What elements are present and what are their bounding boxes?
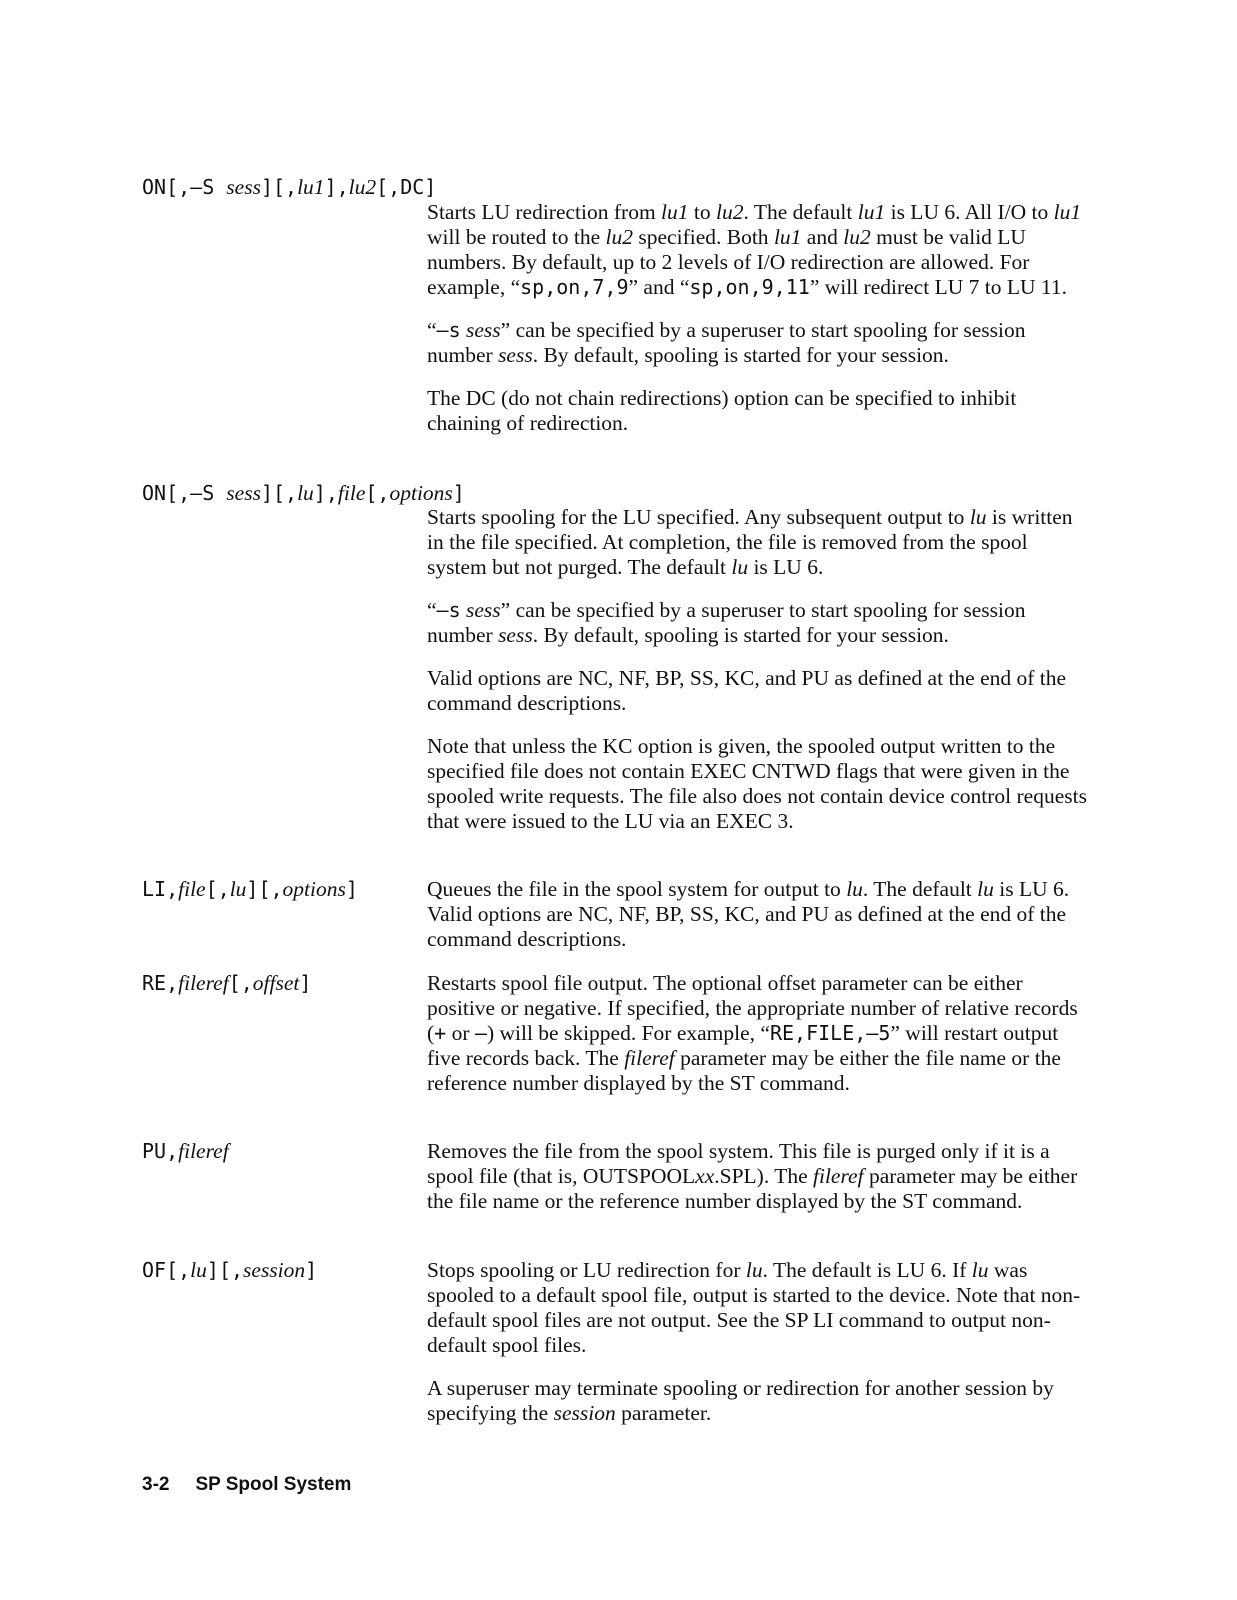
description-paragraph: Starts spooling for the LU specified. Any subsequent output to lu is written in the file specified. At completion, the file is removed from the spool system but not purged. The default lu is LU 6.	[427, 505, 1073, 579]
description-paragraph: Stops spooling or LU redirection for lu. The default is LU 6. If lu was spooled to a default spool file, output is started to the device. Note that non-default spool files are not output. See the SP LI command to output non-default spool files.	[427, 1258, 1081, 1357]
code-term: RE,FILE,–5	[769, 1021, 891, 1045]
code-term: sp,on,7,9	[520, 275, 629, 299]
italic-term: options	[389, 481, 453, 505]
italic-term: lu2	[348, 175, 377, 199]
italic-term: lu	[969, 505, 987, 529]
italic-term: lu	[190, 1258, 207, 1282]
code-term: –s	[436, 598, 461, 622]
command-description-li	[427, 877, 1087, 970]
section-title: SP Spool System	[195, 1474, 352, 1495]
code-term: –	[474, 1021, 487, 1045]
italic-term: lu	[846, 877, 863, 901]
code-term: sp,on,9,11	[689, 275, 810, 299]
italic-term: fileref	[624, 1046, 675, 1070]
italic-term: lu	[229, 877, 247, 901]
command-description-re	[427, 971, 1087, 1114]
italic-term: offset	[252, 971, 300, 995]
italic-term: lu	[297, 481, 314, 505]
code-term: +	[434, 1021, 447, 1045]
italic-term: lu1	[773, 225, 802, 249]
description-paragraph: “–s sess” can be specified by a superuser to start spooling for session number sess. By default, spooling is started for your session.	[427, 598, 1026, 647]
page-footer	[142, 1472, 351, 1497]
description-paragraph: Valid options are NC, NF, BP, SS, KC, and PU as defined at the end of the command descriptions.	[427, 666, 1067, 715]
description-paragraph: A superuser may terminate spooling or redirection for another session by specifying the session parameter.	[427, 1376, 1054, 1425]
description-paragraph: Restarts spool file output. The optional offset parameter can be either positive or negative. If specified, the appropriate number of relative records (+ or –) will be skipped. For example, “RE,FILE,–5” will restart output five records back. The fileref parameter may be either the file name or the reference number displayed by the ST command.	[427, 971, 1078, 1095]
italic-term: sess	[498, 343, 533, 367]
description-paragraph: Note that unless the KC option is given, the spooled output written to the specified file does not contain EXEC CNTWD flags that were given in the spooled write requests. The file also does not contain device control requests that were issued to the LU via an EXEC 3.	[427, 734, 1087, 833]
italic-term: lu1	[297, 175, 325, 199]
command-syntax-on-redirect: ON[,–S sess][,lu1],lu2[,DC]	[142, 175, 437, 199]
command-syntax-of: OF[,lu][,session]	[142, 1258, 318, 1282]
italic-term: session	[553, 1401, 616, 1425]
italic-term: sess	[466, 598, 501, 622]
italic-term: lu1	[1053, 200, 1082, 224]
italic-term: file	[178, 877, 206, 901]
italic-term: lu1	[857, 200, 886, 224]
command-syntax-li: LI,file[,lu][,options]	[142, 877, 358, 901]
command-description-on-spool	[427, 505, 1087, 852]
italic-term: sess	[466, 318, 501, 342]
italic-term: fileref	[178, 1139, 229, 1163]
italic-term: lu2	[716, 200, 744, 224]
command-syntax-pu: PU,fileref	[142, 1139, 229, 1163]
command-syntax-re: RE,fileref[,offset]	[142, 971, 312, 995]
italic-term: fileref	[813, 1164, 864, 1188]
italic-term: xx	[695, 1164, 715, 1188]
italic-term: lu	[977, 877, 994, 901]
description-paragraph: Removes the file from the spool system. This file is purged only if it is a spool file (that is, OUTSPOOLxx.SPL). The fileref parameter may be either the file name or the reference number displayed by the ST command.	[427, 1139, 1078, 1213]
italic-term: lu1	[661, 200, 689, 224]
italic-term: file	[337, 481, 366, 505]
italic-term: lu	[971, 1258, 989, 1282]
description-paragraph: “–s sess” can be specified by a superuser to start spooling for session number sess. By default, spooling is started for your session.	[427, 318, 1026, 367]
italic-term: options	[282, 877, 346, 901]
code-term: –s	[436, 318, 461, 342]
description-paragraph: Starts LU redirection from lu1 to lu2. The default lu1 is LU 6. All I/O to lu1 will be routed to the lu2 specified. Both lu1 and lu2 must be valid LU numbers. By default, up to 2 levels of I/O redirection are allowed. For example, “sp,on,7,9” and “sp,on,9,11” will redirect LU 7 to LU 11.	[427, 200, 1082, 299]
italic-term: fileref	[178, 971, 229, 995]
description-paragraph: The DC (do not chain redirections) option can be specified to inhibit chaining of redirection.	[427, 386, 1017, 435]
italic-term: lu2	[843, 225, 871, 249]
command-description-on-redirect	[427, 200, 1087, 454]
italic-term: lu	[745, 1258, 763, 1282]
italic-term: lu	[731, 555, 749, 579]
italic-term: session	[243, 1258, 306, 1282]
italic-term: sess	[226, 175, 261, 199]
command-description-of	[427, 1258, 1087, 1444]
italic-term: lu2	[605, 225, 634, 249]
italic-term: sess	[226, 481, 261, 505]
command-syntax-on-spool: ON[,–S sess][,lu],file[,options]	[142, 481, 465, 505]
italic-term: sess	[498, 623, 533, 647]
description-paragraph: Queues the file in the spool system for output to lu. The default lu is LU 6. Valid options are NC, NF, BP, SS, KC, and PU as defined at the end of the command descriptions.	[427, 877, 1070, 951]
command-description-pu	[427, 1139, 1087, 1232]
page-number: 3-2	[142, 1474, 170, 1495]
